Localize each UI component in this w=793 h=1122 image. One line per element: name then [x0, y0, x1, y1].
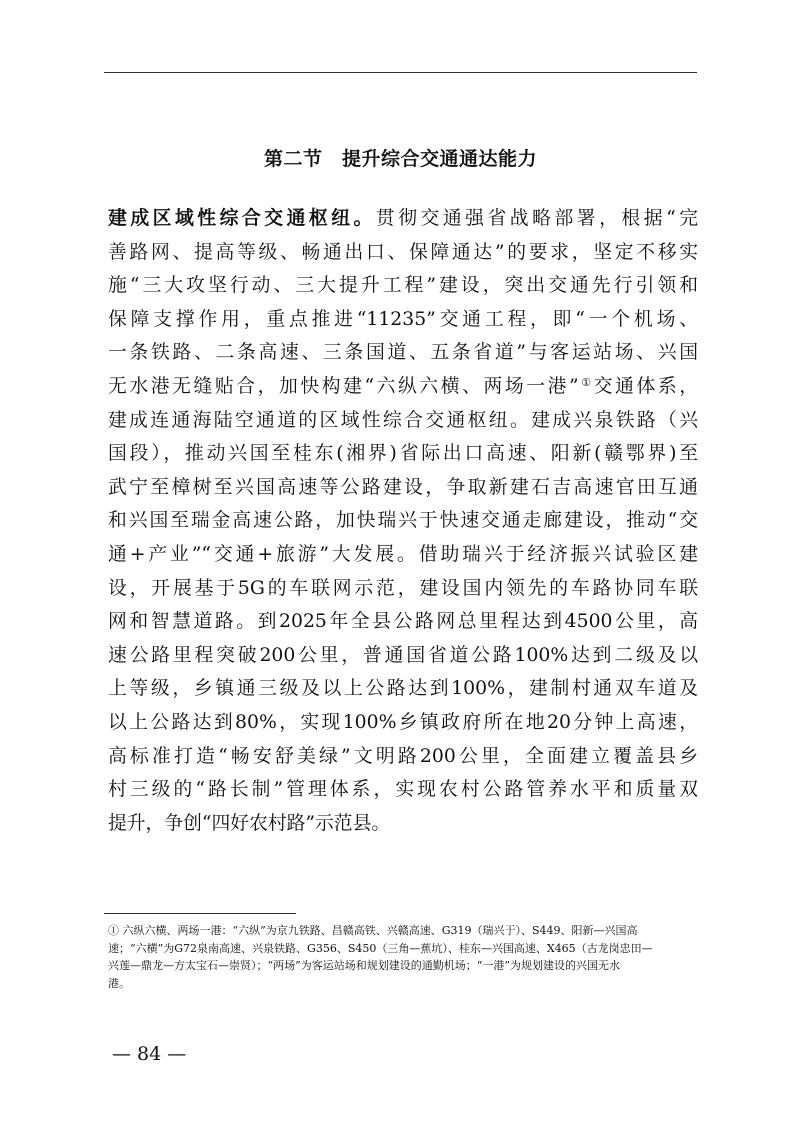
footnote-line: 兴莲—鼎龙—方太宝石—崇贤）；“两场”为客运站场和规划建设的通勤机场；“一港”为规划建设的兴国无水 — [108, 959, 620, 972]
paragraph-line: 一条铁路、二条高速、三条国道、五条省道”与客运站场、兴国 — [108, 342, 698, 364]
paragraph-lead: 建成区域性综合交通枢纽。 — [108, 208, 376, 229]
paragraph-line-text: 无水港无缝贴合，加快构建“六纵六横、两场一港” — [108, 375, 579, 397]
paragraph-line: 通+产业”“交通+旅游”大发展。借助瑞兴于经济振兴试验区建 — [108, 543, 698, 565]
paragraph-line: 武宁至樟树至兴国高速等公路建设，争取新建石吉高速官田互通 — [108, 476, 698, 498]
paragraph-line: 和兴国至瑞金高速公路，加快瑞兴于快速交通走廊建设，推动“交 — [108, 510, 698, 532]
page-number: — 84 — — [112, 1043, 187, 1065]
paragraph-line: 高标准打造“畅安舒美绿”文明路200公里，全面建立覆盖县乡 — [108, 745, 698, 767]
paragraph-line: 网和智慧道路。到2025年全县公路网总里程达到4500公里，高 — [108, 611, 698, 633]
paragraph-line-text: 贯彻交通强省战略部署，根据“完 — [375, 208, 698, 229]
footnote-line: ① 六纵六横、两场一港：“六纵”为京九铁路、昌赣高铁、兴赣高速、G319（瑞兴于）、S449、阳新—兴国高 — [108, 924, 638, 937]
header-rule — [104, 72, 697, 73]
paragraph-line: 善路网、提高等级、畅通出口、保障通达”的要求，坚定不移实 — [108, 241, 698, 263]
paragraph-line: 保障支撑作用，重点推进“11235”交通工程，即“一个机场、 — [108, 308, 698, 330]
paragraph-line: 提升，争创“四好农村路”示范县。 — [108, 812, 391, 834]
body-paragraph — [108, 202, 698, 840]
footnote — [108, 922, 698, 992]
paragraph-line: 速公路里程突破200公里，普通国省道公路100%达到二级及以 — [108, 644, 698, 666]
paragraph-line: 设，开展基于5G的车联网示范，建设国内领先的车路协同车联 — [108, 577, 698, 599]
footnote-line: 港。 — [108, 976, 130, 990]
paragraph-line — [108, 202, 698, 236]
paragraph-line: 上等级，乡镇通三级及以上公路达到100%，建制村通双车道及 — [108, 678, 698, 700]
footnote-marker[interactable]: ① — [578, 375, 594, 389]
paragraph-line: 施“三大攻坚行动、三大提升工程”建设，突出交通先行引领和 — [108, 275, 698, 297]
paragraph-line: 村三级的“路长制”管理体系，实现农村公路管养水平和质量双 — [108, 779, 698, 801]
paragraph-line — [108, 370, 698, 404]
footnote-line: 速；“六横”为G72泉南高速、兴泉铁路、G356、S450（三角—蕉坑）、桂东—兴国高速、X465（古龙岗忠田— — [108, 941, 653, 955]
paragraph-line: 国段），推动兴国至桂东(湘界)省际出口高速、阳新(赣鄂界)至 — [108, 443, 698, 465]
section-title: 第二节 提升综合交通通达能力 — [263, 148, 537, 170]
paragraph-line: 以上公路达到80%，实现100%乡镇政府所在地20分钟上高速， — [108, 711, 698, 733]
paragraph-line: 建成连通海陆空通道的区域性综合交通枢纽。建成兴泉铁路（兴 — [108, 409, 698, 431]
footnote-rule — [104, 913, 296, 914]
paragraph-line-text: 交通体系， — [593, 375, 699, 397]
